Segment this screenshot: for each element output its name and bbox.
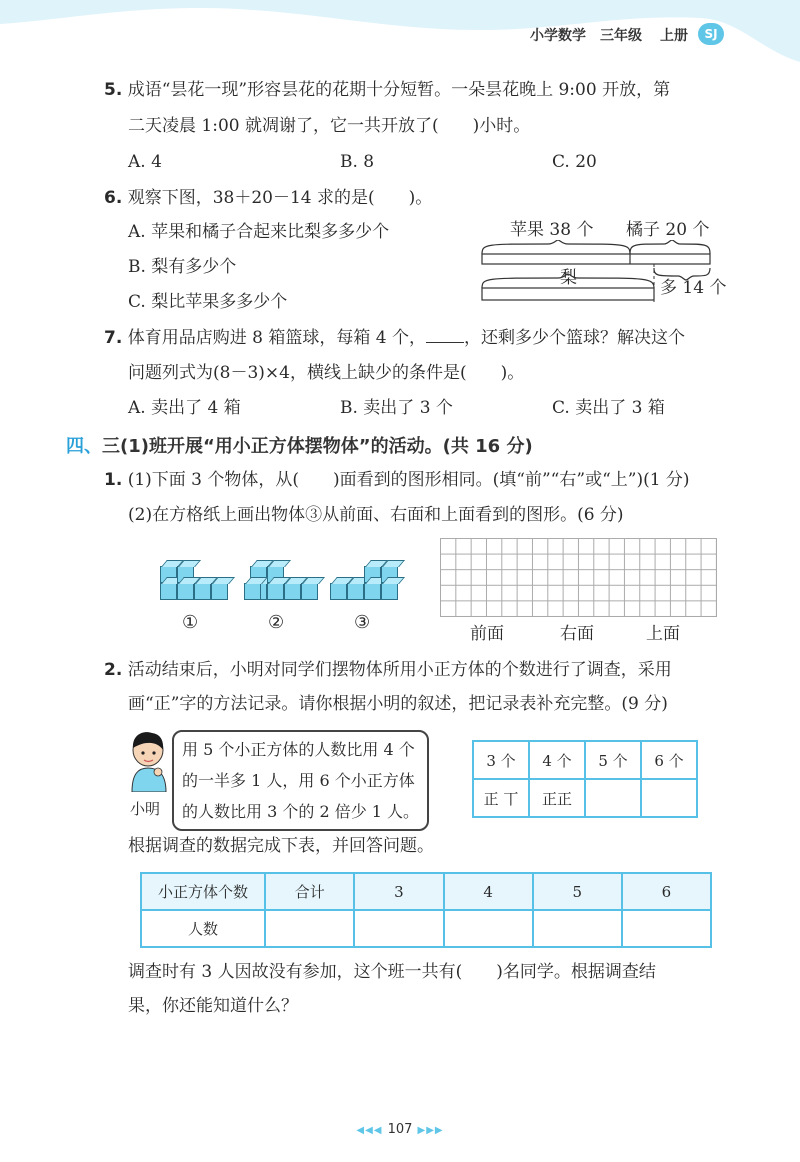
survey-cell-5[interactable]	[533, 910, 622, 947]
object-label-3: ③	[354, 612, 371, 633]
page-number: 107	[387, 1122, 413, 1137]
tally-value-5[interactable]	[585, 779, 641, 817]
header-subject: 小学数学	[530, 28, 586, 44]
object-label-1: ①	[182, 612, 199, 633]
tally-table	[472, 740, 698, 818]
q5	[104, 78, 670, 102]
q5-option-a: A. 4	[128, 152, 162, 172]
section4-title	[66, 432, 533, 458]
s4q2-final-line1: 调查时有 3 人因故没有参加，这个班一共有( )名同学。根据调查结	[128, 962, 656, 982]
s4q1-number: 1.	[104, 470, 123, 490]
tally-value-4: 正正	[529, 779, 585, 817]
footer-right-arrows-icon: ▶▶▶	[417, 1125, 444, 1136]
diagram-more-label: 多 14 个	[660, 278, 727, 298]
s4q2-line2: 画“正”字的方法记录。请你根据小明的叙述，把记录表补充完整。(9 分)	[128, 694, 668, 714]
q6	[104, 186, 432, 210]
survey-header-3: 3	[354, 873, 443, 910]
q5-number: 5.	[104, 80, 123, 100]
q6-number: 6.	[104, 188, 123, 208]
header-grade: 三年级	[600, 28, 642, 44]
survey-cell-6[interactable]	[622, 910, 711, 947]
q7-option-a: A. 卖出了 4 箱	[128, 398, 241, 418]
header-badge: SJ	[698, 23, 724, 45]
diagram-apple-label: 苹果 38 个	[510, 220, 594, 240]
survey-cell-total[interactable]	[265, 910, 354, 947]
s4q2	[104, 658, 672, 682]
q5-option-b: B. 8	[340, 152, 375, 172]
s4q2-final-line2: 果，你还能知道什么？	[128, 996, 298, 1016]
header-volume: 上册	[660, 28, 688, 44]
speech-line-2: 的一半多 1 人，用 6 个小正方体	[182, 771, 415, 790]
diagram-pear-label: 梨	[560, 268, 577, 288]
cube-object-3	[330, 556, 410, 610]
q5-line2: 二天凌晨 1:00 就凋谢了，它一共开放了( )小时。	[128, 116, 531, 136]
q7-line1a: 体育用品店购进 8 箱篮球，每箱 4 个，	[127, 328, 426, 348]
cube-object-1	[160, 558, 240, 610]
survey-header-4: 4	[444, 873, 533, 910]
s4q1	[104, 468, 690, 492]
tally-value-6[interactable]	[641, 779, 697, 817]
q7-option-b: B. 卖出了 3 个	[340, 398, 453, 418]
survey-header-count: 小正方体个数	[141, 873, 265, 910]
boy-avatar	[124, 728, 174, 792]
tally-header-3: 3 个	[473, 741, 529, 779]
s4q2-instruction: 根据调查的数据完成下表，并回答问题。	[128, 836, 434, 856]
grid-paper[interactable]	[440, 538, 717, 617]
grid-label-right: 右面	[560, 624, 594, 644]
tally-header-5: 5 个	[585, 741, 641, 779]
object-label-2: ②	[268, 612, 285, 633]
survey-header-5: 5	[533, 873, 622, 910]
diagram-orange-label: 橘子 20 个	[626, 220, 710, 240]
tally-value-3: 正 丅	[473, 779, 529, 817]
survey-cell-3[interactable]	[354, 910, 443, 947]
q5-option-c: C. 20	[552, 152, 597, 172]
survey-row-label: 人数	[141, 910, 265, 947]
grid-label-top: 上面	[646, 624, 680, 644]
s4q2-number: 2.	[104, 660, 123, 680]
speech-line-3: 的人数比用 3 个的 2 倍少 1 人。	[182, 802, 420, 821]
section4-number: 四、	[66, 436, 102, 457]
q7-number: 7.	[104, 328, 123, 348]
survey-cell-4[interactable]	[444, 910, 533, 947]
q6-stem: 观察下图，38＋20－14 求的是( )。	[127, 188, 433, 208]
survey-header-6: 6	[622, 873, 711, 910]
q7-blank	[426, 328, 464, 343]
cube-object-2	[244, 556, 324, 610]
speech-bubble	[172, 730, 429, 831]
footer	[330, 1118, 470, 1137]
grid-label-front: 前面	[470, 624, 504, 644]
s4q2-line1: 活动结束后，小明对同学们摆物体所用小正方体的个数进行了调查，采用	[127, 660, 672, 680]
survey-header-total: 合计	[265, 873, 354, 910]
q6-option-b: B. 梨有多少个	[128, 257, 237, 277]
s4q1-line1: (1)下面 3 个物体，从( )面看到的图形相同。(填“前”“右”或“上”)(1 分)	[127, 470, 690, 490]
boy-name: 小明	[130, 800, 161, 818]
q7-option-c: C. 卖出了 3 箱	[552, 398, 665, 418]
survey-table	[140, 872, 712, 948]
q5-line1: 成语“昙花一现”形容昙花的花期十分短暂。一朵昙花晚上 9:00 开放，第	[127, 80, 671, 100]
q7	[104, 326, 685, 350]
q6-option-c: C. 梨比苹果多多少个	[128, 292, 288, 312]
speech-line-1: 用 5 个小正方体的人数比用 4 个	[182, 740, 415, 759]
footer-left-arrows-icon: ◀◀◀	[356, 1125, 383, 1136]
q7-line1b: ，还剩多少个篮球？解决这个	[463, 328, 685, 348]
s4q1-line2: (2)在方格纸上画出物体③从前面、右面和上面看到的图形。(6 分)	[128, 505, 624, 525]
tally-header-4: 4 个	[529, 741, 585, 779]
q6-option-a: A. 苹果和橘子合起来比梨多多少个	[128, 222, 390, 242]
q7-line2: 问题列式为(8－3)×4，横线上缺少的条件是( )。	[128, 363, 525, 383]
tally-header-6: 6 个	[641, 741, 697, 779]
section4-text: 三(1)班开展“用小正方体摆物体”的活动。(共 16 分)	[102, 436, 533, 457]
